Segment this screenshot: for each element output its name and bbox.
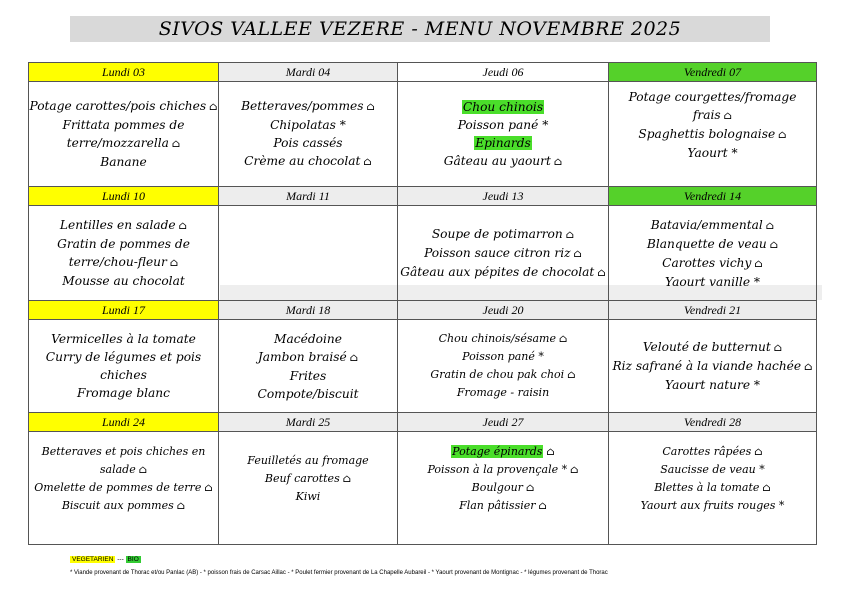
house-icon: ⌂: [366, 100, 375, 113]
menu-item: Riz safrané à la viande hachée ⌂: [612, 359, 813, 373]
menu-item: Banane: [100, 155, 147, 169]
menu-item: Spaghettis bolognaise ⌂: [638, 127, 787, 141]
house-icon: ⌂: [773, 341, 783, 354]
menu-item: Chou chinois/sésame ⌂: [438, 332, 568, 345]
menu-item: Yaourt aux fruits rouges *: [640, 499, 785, 512]
menu-item: Frites: [289, 368, 327, 383]
house-icon: ⌂: [597, 265, 606, 279]
menu-item: Curry de légumes et pois chiches: [45, 350, 202, 382]
day-header: Lundi 17: [29, 301, 219, 320]
week-menu-row: [29, 206, 817, 301]
house-icon: ⌂: [553, 154, 563, 168]
house-icon: ⌂: [546, 445, 555, 458]
week-header-row: [29, 63, 817, 82]
legend-separator: ---: [117, 556, 124, 563]
menu-item: Soupe de potimarron ⌂: [431, 226, 575, 241]
title-bar: [70, 16, 770, 42]
day-menu: [29, 432, 219, 545]
menu-item: Epinards: [475, 135, 531, 150]
week-header-row: [29, 301, 817, 320]
legend-bio: BIO: [127, 556, 139, 563]
day-header: Vendredi 14: [609, 187, 817, 206]
day-menu: [29, 82, 219, 187]
house-icon: ⌂: [570, 463, 579, 476]
day-menu: [398, 320, 609, 413]
day-header: Lundi 10: [29, 187, 219, 206]
menu-item: terre/mozzarella ⌂: [66, 136, 181, 150]
house-icon: ⌂: [171, 137, 181, 150]
week-menu-row: [29, 432, 817, 545]
menu-item: Gâteau au yaourt ⌂: [443, 153, 563, 168]
day-menu: [219, 432, 398, 545]
house-icon: ⌂: [565, 227, 575, 241]
menu-item: Poisson sauce citron riz ⌂: [424, 245, 582, 260]
menu-item: Saucisse de veau *: [660, 463, 765, 476]
day-header: Jeudi 13: [398, 187, 609, 206]
menu-item: Jambon braisé ⌂: [257, 349, 359, 364]
menu-item: Flan pâtissier ⌂: [459, 499, 547, 512]
menu-item: Biscuit aux pommes ⌂: [61, 499, 186, 512]
menu-item: Yaourt vanille *: [664, 274, 761, 289]
house-icon: ⌂: [525, 481, 535, 494]
house-icon: ⌂: [765, 218, 775, 232]
house-icon: ⌂: [778, 128, 787, 141]
menu-item: Carottes râpées ⌂: [662, 445, 763, 458]
menu-item: Potage épinards ⌂: [452, 445, 555, 458]
menu-item: Velouté de butternut ⌂: [642, 340, 783, 354]
house-icon: ⌂: [169, 256, 179, 269]
menu-item: Mousse au chocolat: [62, 274, 185, 288]
day-header: Vendredi 21: [609, 301, 817, 320]
day-menu: [398, 82, 609, 187]
menu-item: Carottes vichy ⌂: [662, 255, 763, 270]
menu-item: Gratin de chou pak choi ⌂: [430, 368, 576, 381]
day-header: Jeudi 20: [398, 301, 609, 320]
house-icon: ⌂: [178, 219, 188, 232]
house-icon: ⌂: [138, 463, 148, 476]
week-menu-row: [29, 82, 817, 187]
day-header: Mardi 25: [219, 413, 398, 432]
house-icon: ⌂: [573, 246, 582, 260]
week-header-row: [29, 187, 817, 206]
menu-item: Blettes à la tomate ⌂: [654, 481, 771, 494]
menu-item: Poisson pané *: [457, 117, 549, 132]
menu-item: salade ⌂: [99, 463, 148, 476]
house-icon: ⌂: [762, 481, 771, 494]
legend-vegetarian: VEGETARIEN: [72, 556, 114, 563]
menu-item: Fromage - raisin: [456, 386, 550, 399]
day-menu: [219, 320, 398, 413]
footnote: * Viande provenant de Thorac et/ou Panlac (AB) - * poisson frais de Carsac Aillac - * Poulet fermier provenant de La Chapelle Aubareil - * Yaourt provenant de Montignac - * légumes provenant de Thorac: [70, 570, 608, 576]
menu-item: Fromage blanc: [77, 386, 170, 400]
menu-item: Vermicelles à la tomate: [51, 332, 196, 346]
house-icon: ⌂: [209, 100, 218, 113]
house-icon: ⌂: [567, 368, 576, 381]
day-menu: [29, 206, 219, 301]
menu-item: Betteraves et pois chiches en: [41, 445, 206, 458]
menu-item: Poisson pané *: [462, 350, 544, 363]
house-icon: ⌂: [558, 332, 568, 345]
day-menu: [398, 432, 609, 545]
week-menu-row: [29, 320, 817, 413]
menu-item: Feuilletés au fromage: [247, 454, 369, 467]
day-header: Lundi 24: [29, 413, 219, 432]
day-menu: [398, 206, 609, 301]
page-title: SIVOS VALLEE VEZERE - MENU NOVEMBRE 2025: [158, 18, 682, 40]
house-icon: ⌂: [342, 472, 352, 485]
menu-item: Beuf carottes ⌂: [264, 472, 352, 485]
menu-item: Macédoine: [274, 331, 342, 346]
menu-item: Yaourt nature *: [664, 378, 761, 392]
legend: [70, 556, 141, 563]
house-icon: ⌂: [754, 445, 763, 458]
day-header: Jeudi 27: [398, 413, 609, 432]
menu-item: Gratin de pommes de: [57, 237, 190, 251]
house-icon: ⌂: [349, 350, 359, 364]
house-icon: ⌂: [754, 256, 763, 270]
day-menu: [609, 432, 817, 545]
menu-item: Yaourt *: [687, 146, 738, 160]
menu-item: Crème au chocolat ⌂: [244, 154, 372, 168]
menu-item: Pois cassés: [273, 136, 343, 150]
menu-item: Blanquette de veau ⌂: [646, 236, 779, 251]
day-header: Vendredi 28: [609, 413, 817, 432]
menu-item: Kiwi: [295, 490, 321, 503]
menu-item: Betteraves/pommes ⌂: [241, 99, 375, 113]
day-header: Lundi 03: [29, 63, 219, 82]
menu-item: Potage courgettes/fromage frais ⌂: [628, 90, 797, 122]
day-header: Jeudi 06: [398, 63, 609, 82]
day-header: Mardi 11: [219, 187, 398, 206]
menu-item: Batavia/emmental ⌂: [650, 217, 775, 232]
day-menu: [219, 82, 398, 187]
day-menu: [29, 320, 219, 413]
menu-table: [28, 62, 817, 545]
house-icon: ⌂: [804, 360, 813, 373]
day-header: Mardi 04: [219, 63, 398, 82]
day-menu: [609, 82, 817, 187]
house-icon: ⌂: [363, 155, 372, 168]
day-header: Vendredi 07: [609, 63, 817, 82]
menu-item: Boulgour ⌂: [471, 481, 535, 494]
day-menu: [609, 206, 817, 301]
menu-item: Frittata pommes de: [62, 118, 185, 132]
menu-item: Chipolatas *: [270, 118, 346, 132]
house-icon: ⌂: [723, 109, 733, 122]
menu-item: Compote/biscuit: [257, 386, 359, 401]
menu-item: Lentilles en salade ⌂: [59, 218, 188, 232]
menu-item: terre/chou-fleur ⌂: [68, 255, 179, 269]
day-header: Mardi 18: [219, 301, 398, 320]
week-header-row: [29, 413, 817, 432]
menu-item: Potage carottes/pois chiches ⌂: [29, 99, 218, 113]
menu-item: Omelette de pommes de terre ⌂: [34, 481, 213, 494]
house-icon: ⌂: [538, 499, 547, 512]
menu-item: Gâteau aux pépites de chocolat ⌂: [400, 264, 606, 279]
menu-item: Poisson à la provençale * ⌂: [427, 463, 579, 476]
house-icon: ⌂: [769, 237, 779, 251]
day-menu: [609, 320, 817, 413]
menu-item: Chou chinois: [462, 99, 544, 114]
day-menu-empty: [219, 206, 398, 301]
house-icon: ⌂: [176, 499, 186, 512]
house-icon: ⌂: [204, 481, 213, 494]
